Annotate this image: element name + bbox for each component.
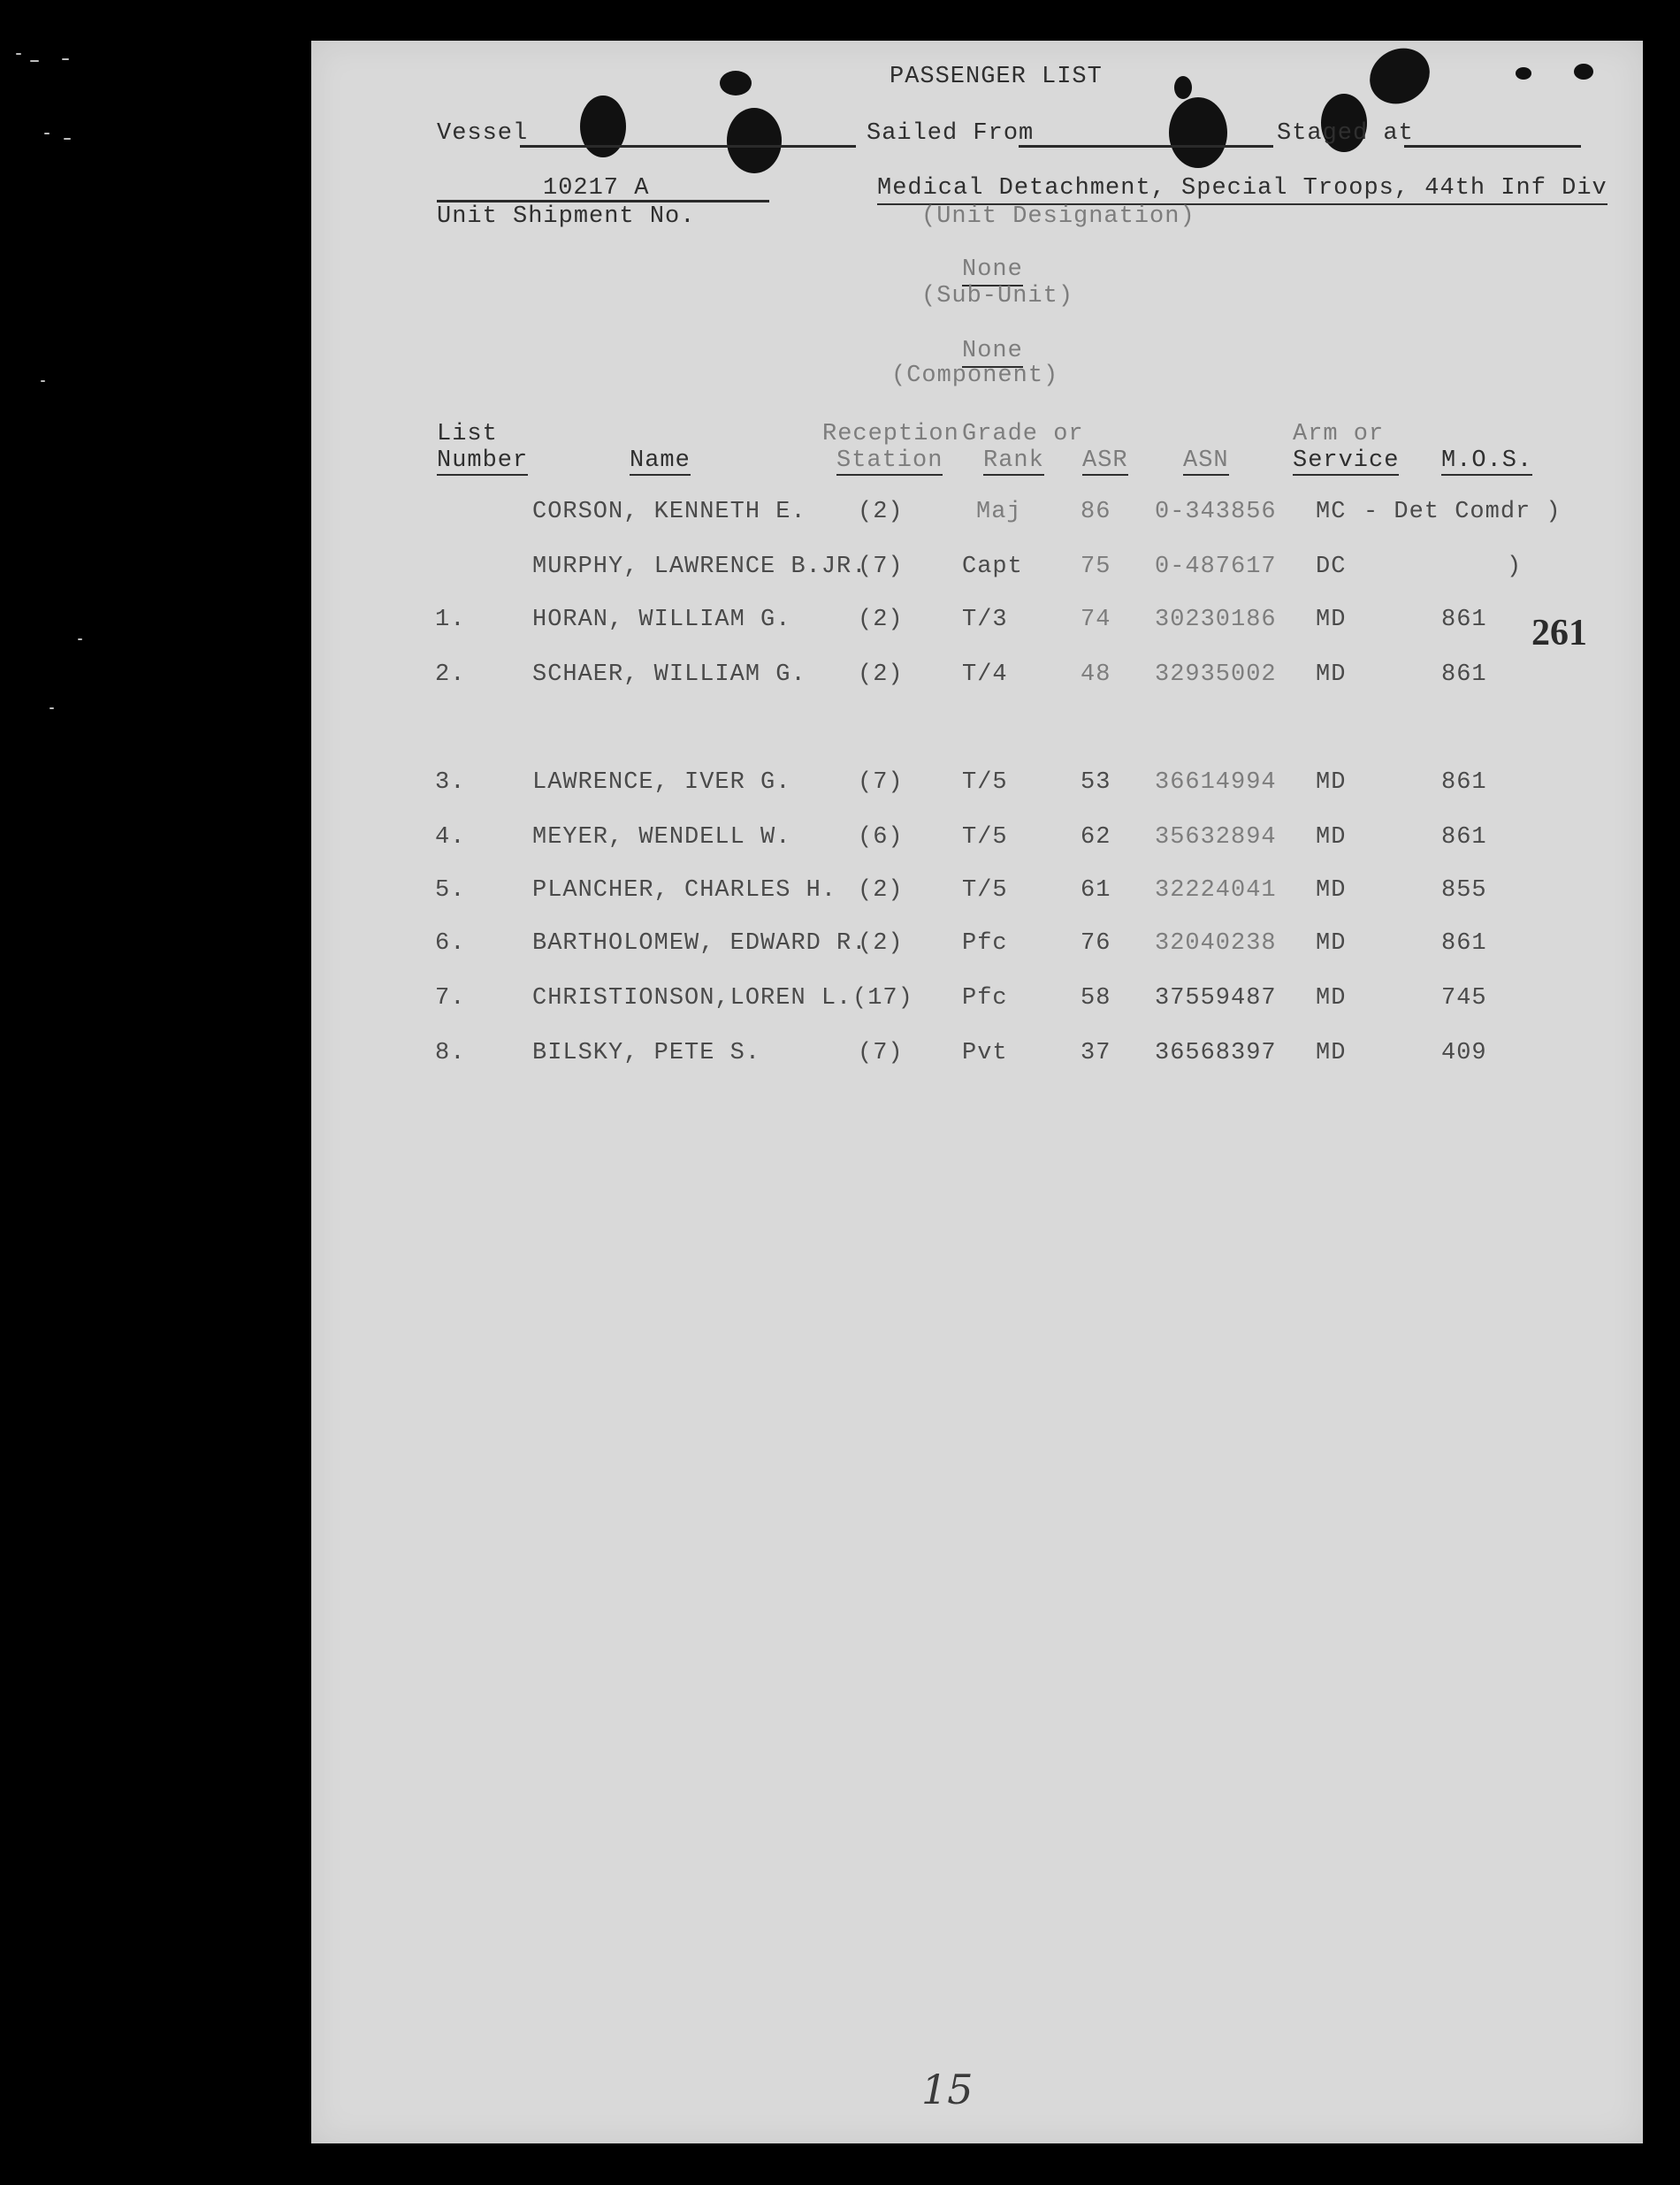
row-arm: MC: [1316, 499, 1347, 525]
row-asr: 58: [1081, 985, 1111, 1012]
row-grade: T/3: [962, 607, 1008, 633]
row-station: (2): [858, 877, 904, 904]
row-arm: MD: [1316, 930, 1347, 957]
row-mos: 861: [1441, 769, 1487, 796]
table-row: [311, 877, 1643, 913]
table-row: [311, 985, 1643, 1020]
punch-hole: [720, 71, 752, 95]
row-station: (7): [858, 769, 904, 796]
table-row: [311, 554, 1643, 589]
row-name: SCHAER, WILLIAM G.: [532, 661, 806, 688]
row-arm: MD: [1316, 985, 1347, 1012]
row-station: (7): [858, 1040, 904, 1066]
col-asn: ASN: [1183, 447, 1229, 474]
row-mos: 745: [1441, 985, 1487, 1012]
col-grade-1: Grade or: [962, 421, 1084, 447]
sub-unit-value: None: [962, 256, 1023, 286]
row-station: (2): [858, 661, 904, 688]
col-list-number-1: List: [437, 421, 498, 447]
row-number: 3.: [435, 769, 466, 796]
punch-hole: [1174, 76, 1192, 99]
table-row: [311, 930, 1643, 966]
row-asn: 35632894: [1155, 824, 1277, 851]
table-row: [311, 661, 1643, 697]
row-station: (17): [852, 985, 913, 1012]
punch-hole: [1574, 64, 1593, 80]
unit-designation: Medical Detachment, Special Troops, 44th Inf Div: [877, 175, 1607, 205]
row-grade: Maj: [976, 499, 1022, 525]
row-mos: 861: [1441, 930, 1487, 957]
punch-hole: [1169, 97, 1227, 168]
unit-designation-label: (Unit Designation): [921, 203, 1195, 230]
staged-at-blank: [1404, 145, 1581, 148]
row-grade: T/5: [962, 824, 1008, 851]
row-station: (2): [858, 930, 904, 957]
row-grade: Pfc: [962, 930, 1008, 957]
punch-hole: [1516, 67, 1531, 80]
row-asr: 86: [1081, 499, 1111, 525]
table-row: [311, 824, 1643, 859]
punch-hole: [580, 95, 626, 157]
row-grade: T/5: [962, 769, 1008, 796]
handwritten-page-number: 15: [921, 2066, 974, 2113]
document-page: [311, 41, 1643, 2143]
row-asr: 62: [1081, 824, 1111, 851]
col-reception-1: Reception: [822, 421, 959, 447]
row-arm: MD: [1316, 769, 1347, 796]
row-mos: 855: [1441, 877, 1487, 904]
vessel-label: Vessel: [437, 120, 529, 147]
row-number: 2.: [435, 661, 466, 688]
row-arm: DC: [1316, 554, 1347, 580]
row-number: 5.: [435, 877, 466, 904]
row-asn: 36568397: [1155, 1040, 1277, 1066]
punch-hole: [1360, 38, 1440, 115]
row-mos: 861: [1441, 607, 1487, 633]
row-number: 4.: [435, 824, 466, 851]
shipment-underline: [437, 200, 769, 202]
row-asr: 48: [1081, 661, 1111, 688]
col-list-number-2: Number: [437, 447, 529, 474]
row-arm: MD: [1316, 607, 1347, 633]
row-number: 6.: [435, 930, 466, 957]
shipment-number: 10217 A: [543, 175, 650, 202]
row-asn: 32224041: [1155, 877, 1277, 904]
row-number: 8.: [435, 1040, 466, 1066]
row-name: BILSKY, PETE S.: [532, 1040, 761, 1066]
row-grade: Pfc: [962, 985, 1008, 1012]
row-mos: - Det Comdr ): [1363, 499, 1562, 525]
row-arm: MD: [1316, 1040, 1347, 1066]
col-mos: M.O.S.: [1441, 447, 1533, 474]
row-asn: 32040238: [1155, 930, 1277, 957]
sub-unit-label: (Sub-Unit): [921, 283, 1074, 309]
row-asr: 61: [1081, 877, 1111, 904]
staged-at-label: Staged at: [1277, 120, 1414, 147]
stamp-number: 261: [1531, 613, 1587, 653]
row-asn: 0-343856: [1155, 499, 1277, 525]
row-asr: 37: [1081, 1040, 1111, 1066]
row-number: 1.: [435, 607, 466, 633]
row-grade: Capt: [962, 554, 1023, 580]
row-name: BARTHOLOMEW, EDWARD R.: [532, 930, 867, 957]
table-row: [311, 607, 1643, 642]
row-asr: 53: [1081, 769, 1111, 796]
col-reception-2: Station: [836, 447, 943, 474]
row-grade: Pvt: [962, 1040, 1008, 1066]
row-asn: 36614994: [1155, 769, 1277, 796]
row-asn: 0-487617: [1155, 554, 1277, 580]
row-grade: T/5: [962, 877, 1008, 904]
vessel-blank: [520, 145, 856, 148]
row-station: (6): [858, 824, 904, 851]
table-row: [311, 1040, 1643, 1075]
col-name: Name: [630, 447, 691, 474]
table-row: [311, 769, 1643, 805]
row-arm: MD: [1316, 824, 1347, 851]
sailed-from-label: Sailed From: [867, 120, 1035, 147]
row-station: (2): [858, 499, 904, 525]
col-arm-2: Service: [1293, 447, 1400, 474]
row-name: CHRISTIONSON,LOREN L.: [532, 985, 852, 1012]
row-asr: 76: [1081, 930, 1111, 957]
row-asn: 37559487: [1155, 985, 1277, 1012]
row-arm: MD: [1316, 877, 1347, 904]
col-grade-2: Rank: [983, 447, 1044, 474]
sailed-from-blank: [1019, 145, 1273, 148]
row-name: MURPHY, LAWRENCE B.JR.: [532, 554, 867, 580]
row-mos: 409: [1441, 1040, 1487, 1066]
row-name: MEYER, WENDELL W.: [532, 824, 791, 851]
row-number: 7.: [435, 985, 466, 1012]
row-arm: MD: [1316, 661, 1347, 688]
document-title: PASSENGER LIST: [890, 64, 1103, 90]
row-name: CORSON, KENNETH E.: [532, 499, 806, 525]
punch-hole: [727, 108, 782, 173]
row-asr: 75: [1081, 554, 1111, 580]
col-asr: ASR: [1082, 447, 1128, 474]
col-arm-1: Arm or: [1293, 421, 1385, 447]
row-name: PLANCHER, CHARLES H.: [532, 877, 837, 904]
row-name: HORAN, WILLIAM G.: [532, 607, 791, 633]
row-asn: 30230186: [1155, 607, 1277, 633]
row-mos: 861: [1441, 661, 1487, 688]
row-station: (2): [858, 607, 904, 633]
row-mos: 861: [1441, 824, 1487, 851]
component-value: None: [962, 338, 1023, 368]
table-row: [311, 499, 1643, 534]
row-grade: T/4: [962, 661, 1008, 688]
row-asr: 74: [1081, 607, 1111, 633]
row-asn: 32935002: [1155, 661, 1277, 688]
row-name: LAWRENCE, IVER G.: [532, 769, 791, 796]
component-label: (Component): [891, 363, 1059, 389]
row-station: (7): [858, 554, 904, 580]
row-mos: ): [1507, 554, 1523, 580]
shipment-label: Unit Shipment No.: [437, 203, 696, 230]
